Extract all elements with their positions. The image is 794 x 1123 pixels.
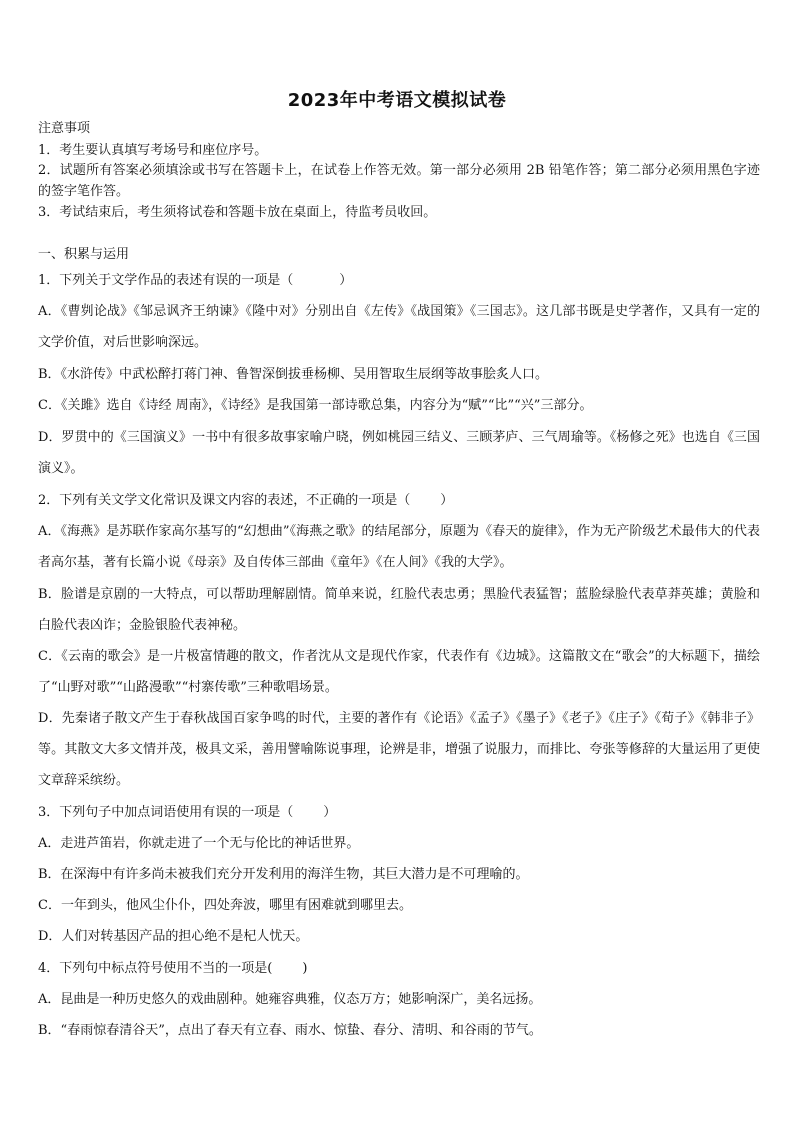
question-3-option-c: C．一年到头，他风尘仆仆，四处奔波，哪里有困难就到哪里去。 [38, 898, 412, 913]
question-3-option-d: D．人们对转基因产品的担心绝不是杞人忧天。 [38, 929, 309, 944]
question-stem-text: 2．下列有关文学文化常识及课文内容的表述，不正确的一项是（ [38, 493, 411, 508]
question-1-option-d: D．罗贯中的《三国演义》一书中有很多故事家喻户晓，例如桃园三结义、三顾茅庐、三气周瑜等。《杨修之死》也选自《三国演义》。 [38, 430, 760, 476]
question-stem-end: ） [323, 805, 337, 820]
question-4-option-b: B．“春雨惊春清谷天”，点出了春天有立春、雨水、惊蛰、春分、清明、和谷雨的节气。 [38, 1023, 542, 1038]
page-title: 2023年中考语文模拟试卷 [287, 90, 507, 111]
notice-item-1: 1．考生要认真填写考场号和座位序号。 [38, 143, 268, 158]
question-2-option-a: A．《海燕》是苏联作家高尔基写的“幻想曲”《海燕之歌》的结尾部分，原题为《春天的旋律》，作为无产阶级艺术最伟大的代表者高尔基，著有长篇小说《母亲》及自传体三部曲《童年》《在人间》《我的大学》。 [38, 524, 760, 570]
question-1-option-b: B．《水浒传》中武松醉打蒋门神、鲁智深倒拔垂杨柳、吴用智取生辰纲等故事脍炙人口。 [38, 367, 549, 382]
question-stem-end: ) [302, 961, 308, 976]
question-4-option-a: A．昆曲是一种历史悠久的戏曲剧种。她雍容典雅，仪态万方；她影响深广，美名远扬。 [38, 992, 542, 1007]
question-stem-text: 1．下列关于文学作品的表述有误的一项是（ [38, 273, 294, 288]
question-2-option-b: B．脸谱是京剧的一大特点，可以帮助理解剧情。简单来说，红脸代表忠勇；黑脸代表猛智；蓝脸绿脸代表草莽英雄；黄脸和白脸代表凶诈；金脸银脸代表神秘。 [38, 587, 760, 633]
question-1-option-c: C．《关雎》选自《诗经 周南》，《诗经》是我国第一部诗歌总集，内容分为“赋”“比”“兴”三部分。 [38, 398, 593, 413]
question-stem-text: 4．下列句中标点符号使用不当的一项是( [38, 961, 273, 976]
question-3-option-b: B．在深海中有许多尚未被我们充分开发利用的海洋生物，其巨大潜力是不可理喻的。 [38, 867, 529, 882]
section-heading: 一、积累与运用 [38, 247, 130, 262]
notice-heading: 注意事项 [38, 121, 91, 136]
question-1-stem [38, 265, 760, 296]
question-1-option-a: A．《曹刿论战》《邹忌讽齐王纳谏》《隆中对》分别出自《左传》《战国策》《三国志》。这几部书既是史学著作，又具有一定的文学价值，对后世影响深远。 [38, 304, 760, 350]
question-4-stem [38, 953, 760, 984]
question-3-stem [38, 797, 760, 828]
question-2-option-c: C．《云南的歌会》是一片极富情趣的散文，作者沈从文是现代作家，代表作有《边城》。这篇散文在“歌会”的大标题下，描绘了“山野对歌”“山路漫歌”“村寨传歌”三种歌唱场景。 [38, 649, 760, 695]
question-stem-end: ） [440, 493, 454, 508]
notice-item-3: 3．考试结束后，考生须将试卷和答题卡放在桌面上，待监考员收回。 [38, 205, 437, 220]
notice-item-2: 2．试题所有答案必须填涂或书写在答题卡上，在试卷上作答无效。第一部分必须用 2B 铅笔作答；第二部分必须用黑色字迹的签字笔作答。 [38, 163, 760, 199]
question-stem-end: ） [339, 273, 353, 288]
question-3-option-a: A．走进芦笛岩，你就走进了一个无与伦比的神话世界。 [38, 836, 360, 851]
question-2-stem [38, 485, 760, 516]
question-2-option-d: D．先秦诸子散文产生于春秋战国百家争鸣的时代，主要的著作有《论语》《孟子》《墨子》《老子》《庄子》《荀子》《韩非子》等。其散文大多文情并茂，极具文采，善用譬喻陈说事理，论辨是非，增强了说服力，而排比、夸张等修辞的大量运用了更使文章辞采缤纷。 [38, 711, 760, 788]
question-stem-text: 3．下列句子中加点词语使用有误的一项是（ [38, 805, 294, 820]
